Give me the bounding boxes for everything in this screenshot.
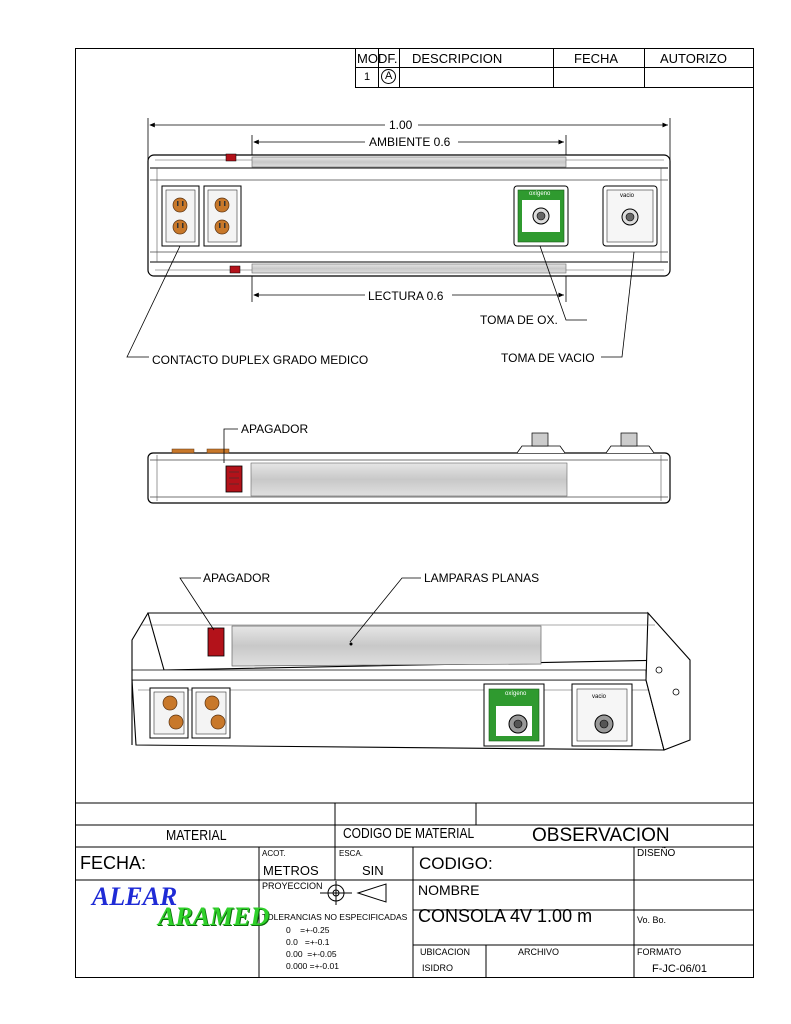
ubicacion-value: ISIDRO [422,963,454,973]
material-label: MATERIAL [166,827,227,844]
iso-duplex-outlet-2 [192,688,230,738]
archivo-label: ARCHIVO [518,947,560,957]
esca-value: SIN [362,863,384,878]
esca-label: ESCA. [339,849,364,858]
iso-duplex-outlet-1 [150,688,188,738]
iso-switch-label: APAGADOR [203,571,271,585]
tolerance-2: 0.0 =+-0.1 [286,937,330,947]
observacion-label: OBSERVACION [532,825,670,846]
lamp-label: LAMPARAS PLANAS [424,571,540,585]
tolerance-3: 0.00 =+-0.05 [286,949,337,959]
duplex-outlet-label: CONTACTO DUPLEX GRADO MEDICO [152,353,369,367]
tolerancias-label: TOLERANCIAS NO ESPECIFICADAS [262,912,408,922]
iso-vacuum-plate-text: vacio [592,694,607,700]
formato-value: F-JC-06/01 [652,963,708,975]
codigo-label: CODIGO: [419,854,493,873]
top-view [148,429,670,503]
vacuum-outlet-label: TOMA DE VACIO [501,351,595,365]
autorizo-header: AUTORIZO [660,51,727,66]
tolerance-4: 0.000 =+-0.01 [286,961,339,971]
oxygen-outlet-label: TOMA DE OX. [480,313,558,327]
acot-label: ACOT. [262,849,286,858]
fecha-label: FECHA: [80,853,147,873]
descripcion-header: DESCRIPCION [412,51,503,66]
vacuum-plate-text: vacio [620,193,635,199]
nombre-value: CONSOLA 4V 1.00 m [418,906,593,926]
nombre-label: NOMBRE [418,882,480,898]
oxygen-plate-text: oxígeno [529,191,551,197]
iso-view [132,578,690,750]
proyeccion-label: PROYECCION [262,881,323,891]
logo-top-text: ALEAR [92,882,178,911]
logo-bottom-text: ARAMED [158,902,270,931]
front-view [127,118,670,357]
top-view-switch-label: APAGADOR [241,422,309,436]
modf-header: MODF. [357,51,398,66]
ubicacion-label: UBICACION [420,947,471,957]
fecha-header: FECHA [574,51,619,66]
revision-number: 1 [364,71,371,83]
acot-value: METROS [263,863,319,878]
revision-mark: A [385,70,393,82]
tolerance-1: 0 =+-0.25 [286,925,330,935]
formato-label: FORMATO [637,947,682,957]
reading-dimension: LECTURA 0.6 [368,289,444,303]
total-length-dimension: 1.00 [389,118,413,132]
vobo-label: Vo. Bo. [637,915,667,925]
duplex-outlet-1 [162,186,199,246]
duplex-outlet-2 [204,186,241,246]
ambient-dimension: AMBIENTE 0.6 [369,135,451,149]
codigo-material-label: CODIGO DE MATERIAL [343,825,475,842]
diseno-label: DISEÑO [637,848,676,859]
iso-oxygen-plate-text: oxígeno [505,691,527,697]
